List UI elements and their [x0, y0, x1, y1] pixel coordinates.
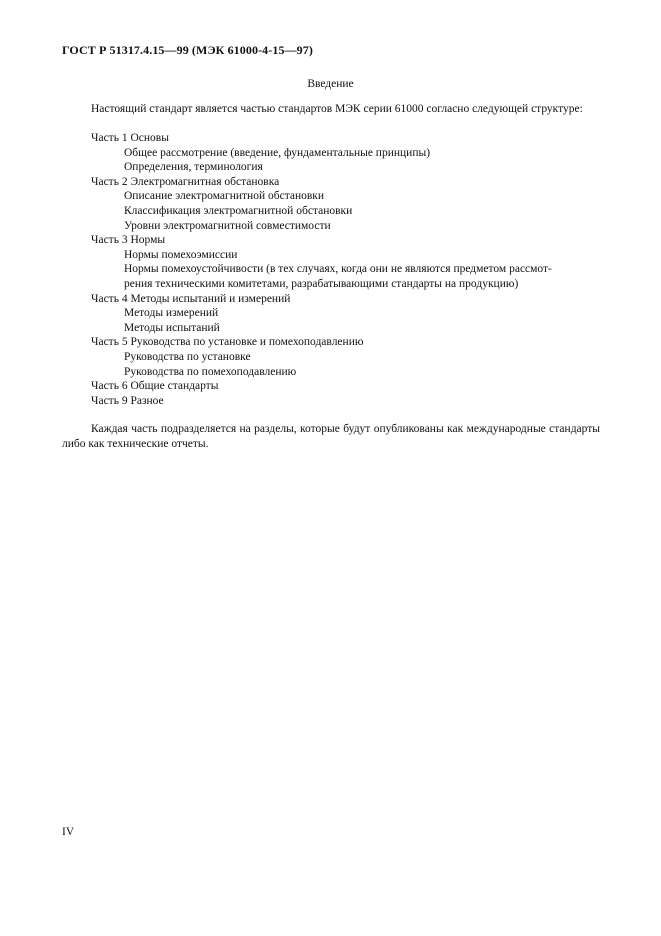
- part-1-item: Общее рассмотрение (введение, фундаментальные принципы): [124, 146, 431, 159]
- part-2-item: Описание электромагнитной обстановки: [124, 190, 325, 203]
- part-3-item: Нормы помехоэмиссии: [124, 248, 238, 261]
- part-6-line: Часть 6 Общие стандарты: [91, 380, 219, 393]
- page-header: ГОСТ Р 51317.4.15—99 (МЭК 61000-4-15—97): [62, 43, 313, 57]
- part-3-item: Нормы помехоустойчивости (в тех случаях, когда они не являются предметом рассмот-: [124, 263, 552, 276]
- intro-paragraph: Настоящий стандарт является частью стандартов МЭК серии 61000 согласно следующей структуре:: [91, 103, 583, 115]
- part-5-line: Часть 5 Руководства по установке и помехоподавлению: [91, 336, 364, 349]
- part-9-line: Часть 9 Разное: [91, 394, 164, 407]
- part-2-item: Уровни электромагнитной совместимости: [124, 219, 331, 232]
- part-4-item: Методы измерений: [124, 307, 219, 320]
- part-4-line: Часть 4 Методы испытаний и измерений: [91, 292, 291, 305]
- part-1-item: Определения, терминология: [124, 161, 263, 174]
- part-3-item-continuation: рения техническими комитетами, разрабатывающими стандарты на продукцию): [124, 277, 519, 290]
- part-4-item: Методы испытаний: [124, 321, 220, 334]
- part-5-item: Руководства по установке: [124, 350, 251, 363]
- part-1-line: Часть 1 Основы: [91, 132, 169, 144]
- part-2-line: Часть 2 Электромагнитная обстановка: [91, 175, 280, 188]
- page-number: IV: [62, 826, 75, 838]
- closing-paragraph: Каждая часть подразделяется на разделы, которые будут опубликованы как международные стандарты либо как технические отчеты.: [62, 423, 600, 450]
- structure-list: [62, 131, 600, 408]
- part-5-item: Руководства по помехоподавлению: [124, 365, 297, 378]
- part-3-line: Часть 3 Нормы: [91, 234, 166, 247]
- part-2-item: Классификация электромагнитной обстановки: [124, 204, 353, 217]
- section-title: Введение: [307, 78, 354, 90]
